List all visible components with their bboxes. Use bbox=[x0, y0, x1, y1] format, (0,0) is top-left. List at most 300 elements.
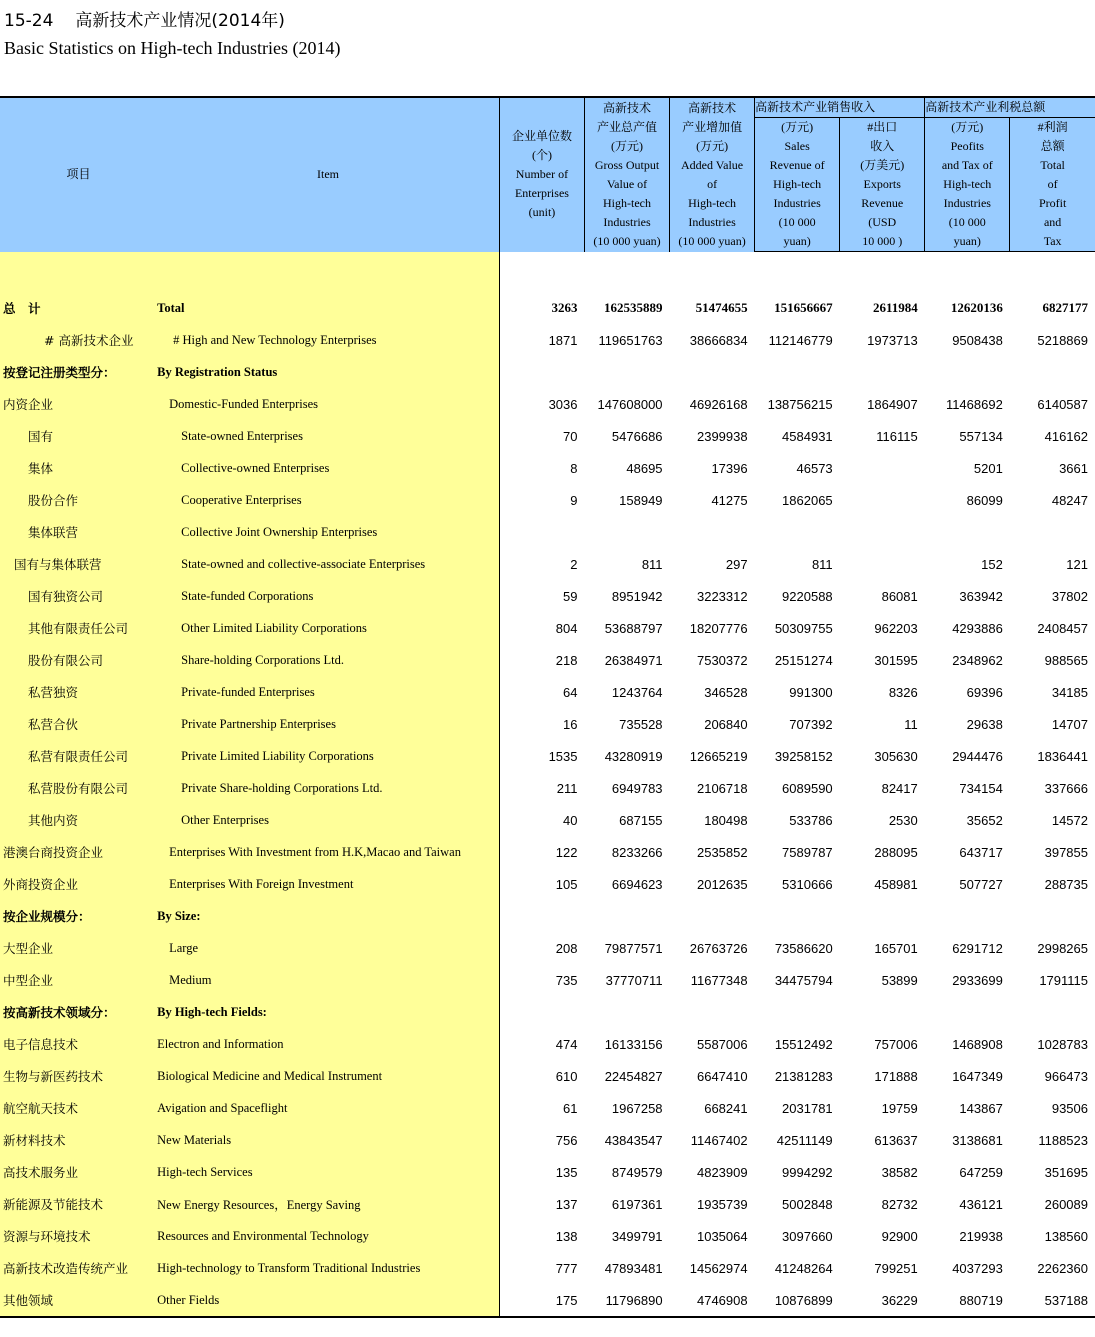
row-value: 2106718 bbox=[696, 780, 748, 796]
row-label-en: Private Limited Liability Corporations bbox=[157, 740, 499, 772]
header-line: (10 000 bbox=[948, 215, 986, 229]
row-value: 208 bbox=[499, 932, 584, 964]
row-label-en: Total bbox=[157, 292, 499, 324]
row-label-cn: 股份合作 bbox=[0, 484, 157, 516]
row-value: 12620136 bbox=[950, 300, 1003, 315]
row-value bbox=[584, 900, 669, 932]
row-label-en: Biological Medicine and Medical Instrument bbox=[157, 1060, 499, 1092]
row-value: 35652 bbox=[966, 812, 1003, 828]
row-label-en: Other Limited Liability Corporations bbox=[157, 612, 499, 644]
header-exports bbox=[840, 118, 925, 252]
row-value: 2 bbox=[499, 548, 584, 580]
row-value: 1243764 bbox=[611, 684, 663, 700]
row-value: 687155 bbox=[619, 812, 663, 828]
row-value: 735 bbox=[499, 964, 584, 996]
row-value: 2012635 bbox=[696, 876, 748, 892]
statistics-table bbox=[0, 96, 1095, 1318]
row-value: 11796890 bbox=[584, 1284, 669, 1317]
row-value: 3036 bbox=[499, 388, 584, 420]
row-value: 21381283 bbox=[774, 1068, 833, 1084]
row-value: 147608000 bbox=[597, 396, 663, 412]
row-label-cn: 其他有限责任公司 bbox=[0, 612, 157, 644]
row-value: 397855 bbox=[1044, 844, 1088, 860]
row-value: 53688797 bbox=[604, 620, 663, 636]
row-label-en: State-owned and collective-associate Enterprises bbox=[157, 548, 499, 580]
header-line: Enterprises bbox=[514, 186, 569, 201]
row-value: 3263 bbox=[499, 292, 584, 324]
row-label-cn: 新材料技术 bbox=[0, 1124, 157, 1156]
row-value: 11 bbox=[904, 716, 918, 732]
header-line: Industries bbox=[603, 214, 651, 229]
row-value: 1468908 bbox=[952, 1036, 1003, 1052]
header-line: (万元) bbox=[781, 120, 814, 134]
header-line: (万元) bbox=[696, 138, 729, 153]
row-value: 337666 bbox=[1044, 780, 1088, 796]
header-profit-tax bbox=[925, 118, 1010, 252]
row-value: 8749579 bbox=[611, 1164, 663, 1180]
row-label-cn: 私营独资 bbox=[0, 676, 157, 708]
row-value: 610 bbox=[499, 1060, 584, 1092]
table-row bbox=[0, 1284, 1095, 1317]
header-line: 企业单位数 bbox=[511, 129, 572, 144]
row-value bbox=[670, 996, 755, 1028]
row-label-cn: 总 计 bbox=[0, 292, 157, 324]
row-value: 105 bbox=[499, 868, 584, 900]
row-value: 5587006 bbox=[696, 1036, 748, 1052]
row-value: 175 bbox=[499, 1284, 584, 1317]
row-value bbox=[840, 996, 925, 1028]
row-value bbox=[1010, 516, 1095, 548]
header-line: Industries bbox=[943, 196, 991, 210]
header-line: High-tech bbox=[688, 195, 737, 210]
row-label-en: Domestic-Funded Enterprises bbox=[157, 388, 499, 420]
row-value: 22454827 bbox=[604, 1068, 663, 1084]
row-value bbox=[670, 516, 755, 548]
row-value: 557134 bbox=[959, 428, 1003, 444]
row-label-cn: 股份有限公司 bbox=[0, 644, 157, 676]
row-label-en: Collective-owned Enterprises bbox=[157, 452, 499, 484]
row-value: 38582 bbox=[881, 1164, 918, 1180]
header-line: Sales bbox=[784, 139, 810, 153]
table-number: 15-24 bbox=[4, 11, 54, 31]
row-value: 297 bbox=[725, 556, 748, 572]
table-row bbox=[0, 1156, 1095, 1188]
row-value: 811 bbox=[641, 556, 663, 572]
row-value: 363942 bbox=[959, 588, 1003, 604]
row-value bbox=[499, 516, 584, 548]
row-value: 12665219 bbox=[689, 748, 748, 764]
row-value: 41248264 bbox=[774, 1260, 833, 1276]
row-value bbox=[755, 900, 840, 932]
header-line: Revenue of bbox=[769, 158, 825, 172]
row-label-cn: 私营合伙 bbox=[0, 708, 157, 740]
row-value: 93506 bbox=[1051, 1100, 1088, 1116]
row-value: 18207776 bbox=[689, 620, 748, 636]
row-label-en: By High-tech Fields: bbox=[157, 996, 499, 1028]
row-value: 135 bbox=[499, 1156, 584, 1188]
row-label-cn: 生物与新医药技术 bbox=[0, 1060, 157, 1092]
row-label-cn: 航空航天技术 bbox=[0, 1092, 157, 1124]
row-value: 507727 bbox=[959, 876, 1003, 892]
header-added-value bbox=[670, 97, 755, 252]
header-group-sales: 高新技术产业销售收入 bbox=[755, 97, 925, 118]
row-label-en: Private-funded Enterprises bbox=[157, 676, 499, 708]
row-value: 2933699 bbox=[952, 972, 1003, 988]
header-line: (万美元) bbox=[860, 158, 905, 172]
row-value: 4293886 bbox=[952, 620, 1003, 636]
header-gross-output bbox=[584, 97, 669, 252]
row-value: 346528 bbox=[704, 684, 748, 700]
table-row bbox=[0, 580, 1095, 612]
header-line: Revenue bbox=[861, 196, 904, 210]
table-row bbox=[0, 292, 1095, 324]
table-body bbox=[0, 252, 1095, 1318]
table-row bbox=[0, 804, 1095, 836]
row-value: 48695 bbox=[626, 460, 663, 476]
table-row bbox=[0, 420, 1095, 452]
row-value: 2998265 bbox=[1037, 940, 1088, 956]
header-line: Tax bbox=[1043, 234, 1062, 248]
header-line: (USD bbox=[868, 215, 897, 229]
header-line: 高新技术 bbox=[603, 100, 652, 115]
row-label-en: Cooperative Enterprises bbox=[157, 484, 499, 516]
row-label-cn: 高新技术改造传统产业 bbox=[0, 1252, 157, 1284]
row-value: 25151274 bbox=[774, 652, 833, 668]
row-value: 1791115 bbox=[1039, 972, 1088, 988]
table-row bbox=[0, 932, 1095, 964]
row-value: 6197361 bbox=[611, 1196, 663, 1212]
row-label-en: Resources and Environmental Technology bbox=[157, 1220, 499, 1252]
header-line: #出口 bbox=[867, 120, 898, 134]
row-value: 9994292 bbox=[782, 1164, 833, 1180]
row-label-cn: 高技术服务业 bbox=[0, 1156, 157, 1188]
row-value: 162535889 bbox=[604, 300, 663, 315]
row-value: 53899 bbox=[881, 972, 918, 988]
row-value: 138756215 bbox=[767, 396, 833, 412]
row-value: 416162 bbox=[1044, 428, 1088, 444]
row-label-cn: 国有与集体联营 bbox=[0, 548, 157, 580]
header-line: (10 000 bbox=[778, 215, 816, 229]
row-value: 458981 bbox=[874, 876, 918, 892]
row-value: 8326 bbox=[888, 684, 918, 700]
row-label-cn: 新能源及节能技术 bbox=[0, 1188, 157, 1220]
row-label-cn: 资源与环境技术 bbox=[0, 1220, 157, 1252]
row-value: 9508438 bbox=[952, 332, 1003, 348]
row-value: 3661 bbox=[1059, 460, 1088, 476]
row-value: 2408457 bbox=[1037, 620, 1088, 636]
row-value: 36229 bbox=[840, 1284, 925, 1317]
header-line: and Tax of bbox=[941, 158, 993, 172]
row-value bbox=[1010, 996, 1095, 1028]
row-value: 533786 bbox=[789, 812, 833, 828]
spacer-row bbox=[0, 252, 1095, 293]
row-value: 43843547 bbox=[604, 1132, 663, 1148]
row-label-en: State-owned Enterprises bbox=[157, 420, 499, 452]
row-value: 3499791 bbox=[611, 1228, 663, 1244]
table-row bbox=[0, 548, 1095, 580]
row-label-en: Electron and Information bbox=[157, 1028, 499, 1060]
header-item-en: Item bbox=[157, 97, 499, 252]
row-label-en: Share-holding Corporations Ltd. bbox=[157, 644, 499, 676]
row-value: 799251 bbox=[874, 1260, 918, 1276]
row-value: 143867 bbox=[959, 1100, 1003, 1116]
row-label-en: Large bbox=[157, 932, 499, 964]
row-value: 1836441 bbox=[1037, 748, 1088, 764]
row-value bbox=[670, 900, 755, 932]
row-label-en: Private Partnership Enterprises bbox=[157, 708, 499, 740]
row-value: 2348962 bbox=[952, 652, 1003, 668]
row-label-en: Enterprises With Investment from H.K,Macao and Taiwan bbox=[157, 836, 499, 868]
header-line: (10 000 yuan) bbox=[678, 233, 746, 248]
table-row bbox=[0, 1124, 1095, 1156]
row-label-cn: 内资企业 bbox=[0, 388, 157, 420]
row-value bbox=[925, 356, 1010, 388]
row-label-en: Other Fields bbox=[157, 1284, 499, 1317]
row-value: 3223312 bbox=[696, 588, 748, 604]
row-value: 6647410 bbox=[696, 1068, 748, 1084]
row-label-en: State-funded Corporations bbox=[157, 580, 499, 612]
row-label-cn: 按企业规模分： bbox=[0, 900, 157, 932]
row-value: 39258152 bbox=[774, 748, 833, 764]
row-value: 1967258 bbox=[611, 1100, 663, 1116]
row-value: 962203 bbox=[874, 620, 918, 636]
title-cn-text: 高新技术产业情况(2014年) bbox=[75, 11, 285, 31]
table-row bbox=[0, 452, 1095, 484]
row-value: 2944476 bbox=[952, 748, 1003, 764]
row-value: 8 bbox=[499, 452, 584, 484]
row-value: 7530372 bbox=[696, 652, 748, 668]
row-value bbox=[1010, 356, 1095, 388]
row-label-en: New Materials bbox=[157, 1124, 499, 1156]
row-value: 41275 bbox=[711, 492, 748, 508]
row-value: 34185 bbox=[1051, 684, 1088, 700]
row-value: 966473 bbox=[1044, 1068, 1088, 1084]
row-value: 43280919 bbox=[604, 748, 663, 764]
row-value bbox=[840, 356, 925, 388]
header-line: yuan) bbox=[783, 234, 811, 248]
row-value bbox=[499, 900, 584, 932]
header-sales bbox=[755, 118, 840, 252]
table-row bbox=[0, 484, 1095, 516]
row-value: 151656667 bbox=[774, 300, 833, 315]
header-enterprises bbox=[499, 97, 584, 252]
row-value: 734154 bbox=[959, 780, 1003, 796]
table-row bbox=[0, 740, 1095, 772]
row-value: 92900 bbox=[881, 1228, 918, 1244]
row-value: 756 bbox=[499, 1124, 584, 1156]
row-value: 260089 bbox=[1044, 1196, 1088, 1212]
row-value: 436121 bbox=[959, 1196, 1003, 1212]
table-row bbox=[0, 964, 1095, 996]
row-value: 121 bbox=[1066, 556, 1088, 572]
row-value: 288735 bbox=[1044, 876, 1088, 892]
row-value: 351695 bbox=[1044, 1164, 1088, 1180]
header-line: Number of bbox=[515, 167, 569, 182]
row-value bbox=[840, 516, 925, 548]
row-value: 116115 bbox=[876, 428, 918, 444]
table-row bbox=[0, 708, 1095, 740]
table-row bbox=[0, 676, 1095, 708]
header-line: 收入 bbox=[870, 139, 895, 153]
row-label-cn: 其他内资 bbox=[0, 804, 157, 836]
row-value: 119651763 bbox=[598, 332, 663, 348]
row-value: 4746908 bbox=[670, 1284, 755, 1317]
row-value: 2031781 bbox=[782, 1100, 833, 1116]
row-value: 2535852 bbox=[696, 844, 748, 860]
row-value: 2611984 bbox=[872, 300, 918, 315]
row-value: 6291712 bbox=[952, 940, 1003, 956]
row-value: 6089590 bbox=[782, 780, 833, 796]
row-label-en: High-technology to Transform Traditional Industries bbox=[157, 1252, 499, 1284]
row-value: 42511149 bbox=[776, 1132, 833, 1148]
row-value: 51474655 bbox=[695, 300, 748, 315]
row-value: 1535 bbox=[499, 740, 584, 772]
header-profit bbox=[1010, 118, 1095, 252]
row-value: 643717 bbox=[959, 844, 1003, 860]
row-value: 4037293 bbox=[952, 1260, 1003, 1276]
row-value: 735528 bbox=[619, 716, 663, 732]
row-value: 1864907 bbox=[867, 396, 918, 412]
header-line: (unit) bbox=[528, 205, 556, 220]
row-value: 668241 bbox=[704, 1100, 748, 1116]
row-value: 6827177 bbox=[1042, 300, 1088, 315]
row-value: 6140587 bbox=[1037, 396, 1088, 412]
row-label-cn: 私营有限责任公司 bbox=[0, 740, 157, 772]
page-title-cn bbox=[4, 6, 285, 31]
row-label-cn: 按登记注册类型分： bbox=[0, 356, 157, 388]
table-header bbox=[0, 97, 1095, 252]
row-label-en: By Registration Status bbox=[157, 356, 499, 388]
row-label-en: # High and New Technology Enterprises bbox=[157, 324, 499, 356]
header-line: Exports bbox=[863, 177, 901, 191]
row-value: 218 bbox=[499, 644, 584, 676]
row-value bbox=[840, 452, 925, 484]
row-value: 5218869 bbox=[1037, 332, 1088, 348]
row-label-cn: 集体联营 bbox=[0, 516, 157, 548]
table-row bbox=[0, 388, 1095, 420]
row-label-cn: 港澳台商投资企业 bbox=[0, 836, 157, 868]
row-label-en: Other Enterprises bbox=[157, 804, 499, 836]
row-value: 1188523 bbox=[1038, 1132, 1088, 1148]
table-row bbox=[0, 868, 1095, 900]
header-line: Industries bbox=[773, 196, 821, 210]
row-value: 112146779 bbox=[768, 332, 833, 348]
row-value: 2399938 bbox=[696, 428, 748, 444]
row-label-cn: 大型企业 bbox=[0, 932, 157, 964]
table-row bbox=[0, 996, 1095, 1028]
page-title-en: Basic Statistics on High-tech Industries (2014) bbox=[4, 38, 341, 58]
row-value: 707392 bbox=[789, 716, 833, 732]
row-label-cn: 国有 bbox=[0, 420, 157, 452]
row-value: 122 bbox=[499, 836, 584, 868]
row-label-en: Collective Joint Ownership Enterprises bbox=[157, 516, 499, 548]
row-value: 757006 bbox=[874, 1036, 918, 1052]
row-value: 804 bbox=[499, 612, 584, 644]
row-value: 38666834 bbox=[689, 332, 748, 348]
row-value: 6949783 bbox=[611, 780, 663, 796]
row-value bbox=[755, 356, 840, 388]
row-value: 2262360 bbox=[1037, 1260, 1088, 1276]
row-label-cn: 电子信息技术 bbox=[0, 1028, 157, 1060]
row-value: 811 bbox=[811, 556, 833, 572]
row-label-en: New Energy Resources，Energy Saving bbox=[157, 1188, 499, 1220]
row-value: 69396 bbox=[966, 684, 1003, 700]
row-value bbox=[584, 356, 669, 388]
row-value: 86099 bbox=[966, 492, 1003, 508]
row-value: 1028783 bbox=[1037, 1036, 1088, 1052]
row-value: 880719 bbox=[925, 1284, 1010, 1317]
row-label-cn: # 高新技术企业 bbox=[0, 324, 157, 356]
row-value: 79877571 bbox=[604, 940, 663, 956]
row-value: 14707 bbox=[1051, 716, 1088, 732]
row-value bbox=[755, 516, 840, 548]
row-value: 11467402 bbox=[690, 1132, 748, 1148]
header-line: 总额 bbox=[1040, 139, 1065, 153]
row-value: 17396 bbox=[711, 460, 748, 476]
header-line: Added Value bbox=[681, 157, 744, 172]
row-value: 47893481 bbox=[604, 1260, 663, 1276]
header-line: 10 000 ) bbox=[862, 234, 903, 248]
row-value bbox=[840, 548, 925, 580]
row-value: 14562974 bbox=[689, 1260, 748, 1276]
row-label-cn: 私营股份有限公司 bbox=[0, 772, 157, 804]
header-line: (万元) bbox=[951, 120, 984, 134]
row-value: 1973713 bbox=[867, 332, 918, 348]
row-value: 1647349 bbox=[952, 1068, 1003, 1084]
row-value: 4584931 bbox=[782, 428, 833, 444]
table-row bbox=[0, 1252, 1095, 1284]
row-label-en: Private Share-holding Corporations Ltd. bbox=[157, 772, 499, 804]
row-value: 180498 bbox=[704, 812, 748, 828]
row-value bbox=[499, 996, 584, 1028]
row-value: 305630 bbox=[874, 748, 918, 764]
table-row bbox=[0, 1188, 1095, 1220]
row-value: 82417 bbox=[881, 780, 918, 796]
row-label-en: Enterprises With Foreign Investment bbox=[157, 868, 499, 900]
table-row bbox=[0, 772, 1095, 804]
row-value: 9220588 bbox=[782, 588, 833, 604]
row-value bbox=[584, 996, 669, 1028]
row-value: 37770711 bbox=[605, 972, 663, 988]
row-value: 288095 bbox=[874, 844, 918, 860]
header-line: (万元) bbox=[611, 138, 644, 153]
row-value: 988565 bbox=[1044, 652, 1088, 668]
row-value: 138 bbox=[499, 1220, 584, 1252]
header-line: (10 000 yuan) bbox=[593, 233, 661, 248]
row-value bbox=[755, 996, 840, 1028]
row-value: 613637 bbox=[874, 1132, 918, 1148]
row-value: 15512492 bbox=[774, 1036, 833, 1052]
row-value: 82732 bbox=[881, 1196, 918, 1212]
table-row bbox=[0, 644, 1095, 676]
row-value bbox=[499, 356, 584, 388]
row-value: 37802 bbox=[1051, 588, 1088, 604]
row-value: 6694623 bbox=[611, 876, 663, 892]
row-value: 777 bbox=[499, 1252, 584, 1284]
row-value bbox=[670, 356, 755, 388]
row-value: 73586620 bbox=[774, 940, 833, 956]
row-value: 8951942 bbox=[611, 588, 663, 604]
row-value: 16 bbox=[499, 708, 584, 740]
row-value: 46926168 bbox=[689, 396, 748, 412]
row-value bbox=[840, 484, 925, 516]
row-value: 647259 bbox=[959, 1164, 1003, 1180]
row-value bbox=[1010, 900, 1095, 932]
row-value: 70 bbox=[499, 420, 584, 452]
row-value: 1935739 bbox=[696, 1196, 748, 1212]
row-value: 138560 bbox=[1044, 1228, 1088, 1244]
row-value bbox=[584, 516, 669, 548]
